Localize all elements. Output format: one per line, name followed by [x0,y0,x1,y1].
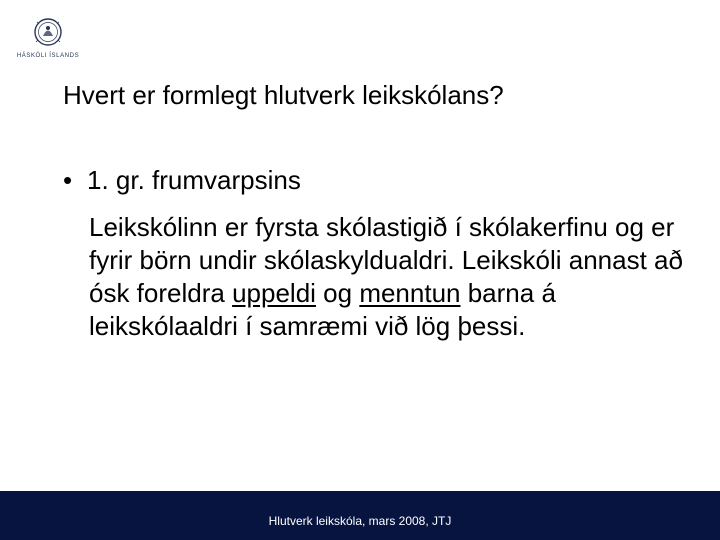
underlined-menntun: menntun [359,278,461,308]
body-text-part3: barna á leikskólaaldri í samræmi við lög þessi. [89,278,556,341]
bullet-text: 1. gr. frumvarpsins [87,165,301,195]
university-name: HÁSKÓLI ÍSLANDS [16,53,80,59]
body-paragraph [89,211,689,343]
university-logo [16,16,80,66]
body-text-part1: Leikskólinn er fyrsta skólastigið í skólakerfinu og er fyrir börn undir skólaskyldualdri. Leikskóli annast að ósk foreldra [89,212,683,308]
footer-bar [0,491,720,540]
footer-text: Hlutverk leikskóla, mars 2008, JTJ [268,514,452,528]
slide-title: Hvert er formlegt hlutverk leikskólans? [63,80,504,110]
underlined-uppeldi: uppeldi [232,278,316,308]
university-seal-icon [34,16,62,50]
bullet-item [63,163,301,197]
body-text-part2: og [315,278,360,308]
bullet-marker: • [63,165,73,195]
